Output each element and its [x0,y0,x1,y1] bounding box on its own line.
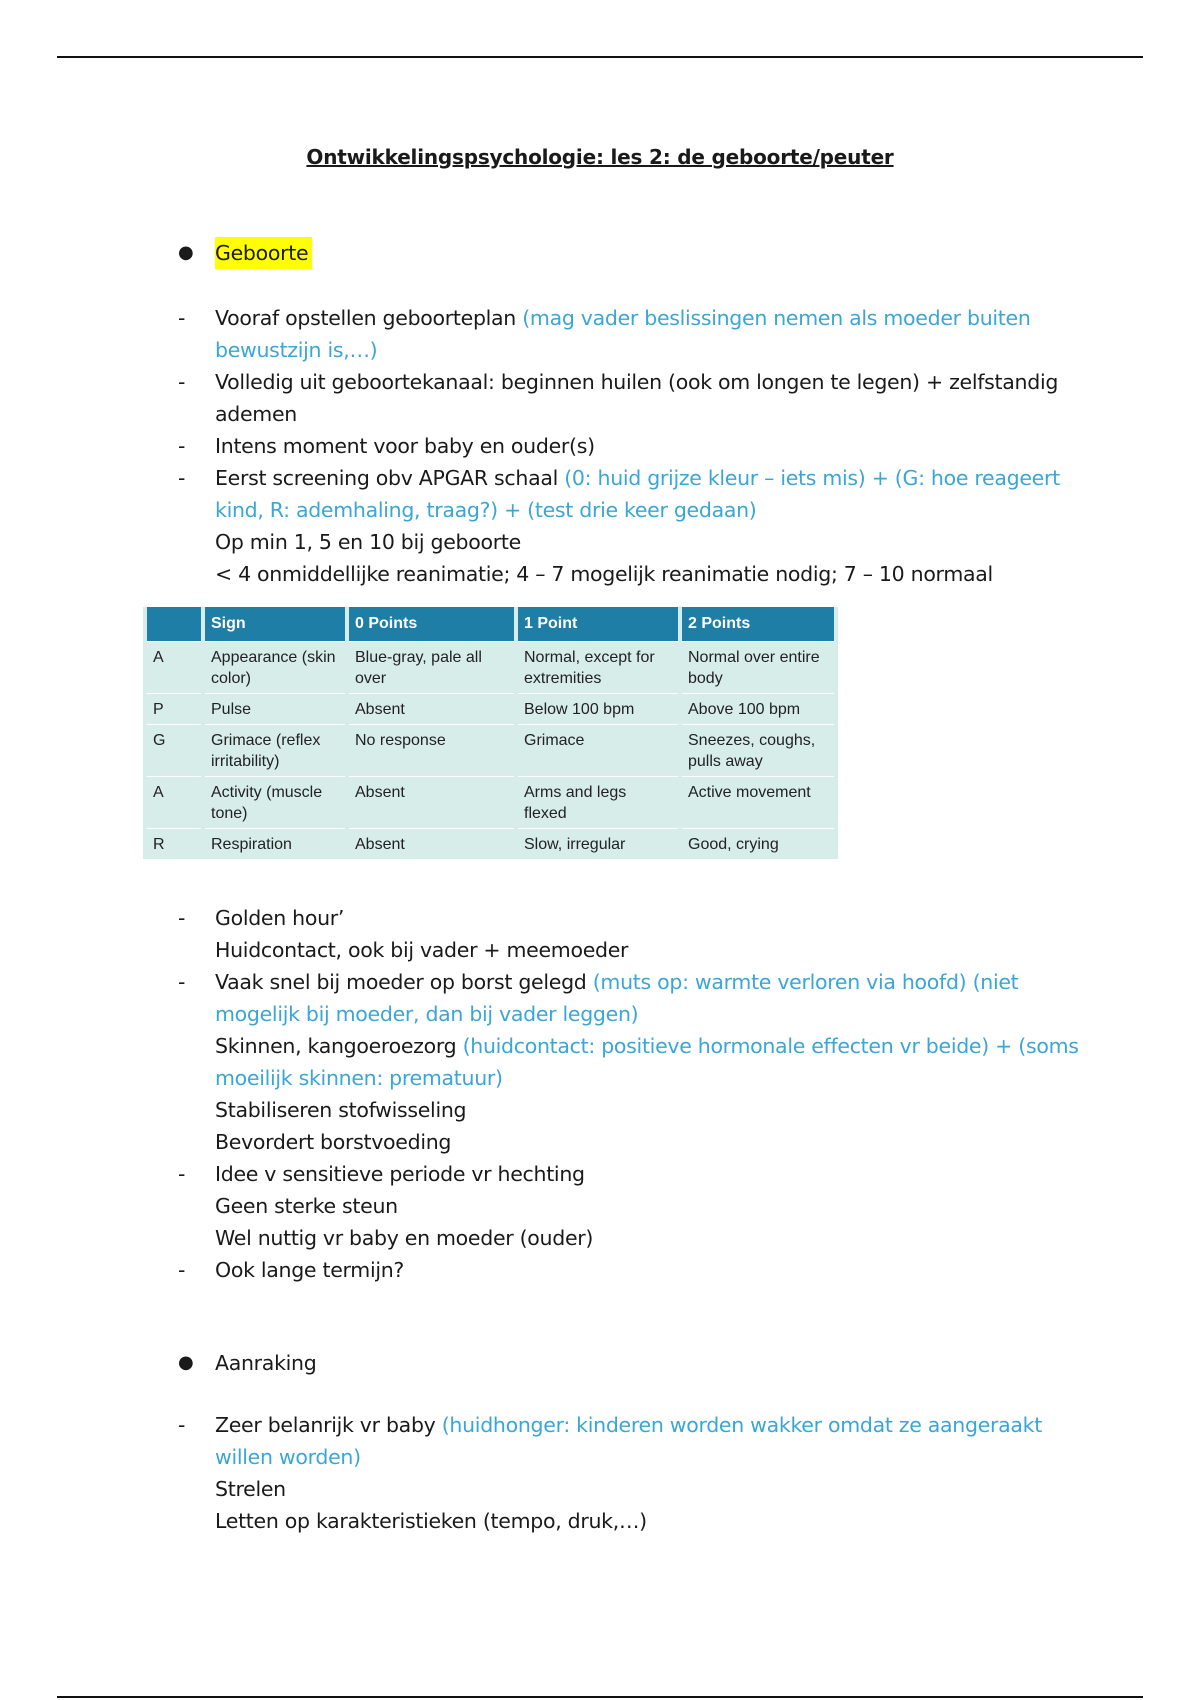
list-item-text [215,398,297,430]
dash-marker: - [178,370,186,394]
list-item [0,998,1200,1030]
table-cell: Absent [349,693,514,724]
list-item [0,334,1200,366]
dash-marker: - [178,1258,186,1282]
section-heading: Aanraking [215,1351,317,1375]
list-item-note: (muts op: warmte verloren via hoofd) (niet [592,970,1019,994]
list-item [0,1222,1200,1254]
list-item-note: willen worden) [215,1445,361,1469]
page-title: Ontwikkelingspsychologie: les 2: de geboorte/peuter [306,145,894,169]
list-item-text [215,1473,286,1505]
table-cell: Respiration [205,828,345,859]
list-item [0,1441,1200,1473]
list-item-main-text: Strelen [215,1477,286,1501]
list-item-main-text: Bevordert borstvoeding [215,1130,452,1154]
list-item-text [215,462,1060,494]
bullet-dot-icon: ● [178,242,194,263]
list-item [0,494,1200,526]
table-cell: Blue-gray, pale all over [349,641,514,693]
list-item-text [215,1222,593,1254]
list-item-main-text: Vooraf opstellen geboorteplan [215,306,523,330]
list-item-main-text: Zeer belanrijk vr baby [215,1413,442,1437]
dash-marker: - [178,1413,186,1437]
list-item-note: (huidcontact: positieve hormonale effecten vr beide) + (soms [462,1034,1079,1058]
list-item [0,1254,1200,1286]
header-cell [147,607,201,641]
list-item [0,1126,1200,1158]
table-cell: Good, crying [682,828,834,859]
list-item-main-text: < 4 onmiddellijke reanimatie; 4 – 7 mogelijk reanimatie nodig; 7 – 10 normaal [215,562,993,586]
list-item [0,1190,1200,1222]
list-item-text [215,1254,404,1286]
dash-marker: - [178,906,186,930]
list-item-note: kind, R: ademhaling, traag?) + (test drie keer gedaan) [215,498,757,522]
bottom-rule [57,1696,1143,1698]
table-cell: Normal over entire body [682,641,834,693]
list-item-text [215,998,638,1030]
list-item-main-text: Volledig uit geboortekanaal: beginnen huilen (ook om longen te legen) + zelfstandig [215,370,1059,394]
list-item [0,558,1200,590]
list-item [0,1409,1200,1441]
table-cell: Sneezes, coughs, pulls away [682,724,834,776]
header-cell: 0 Points [349,607,514,641]
table-row [147,776,834,828]
list-item-text [215,1126,451,1158]
table-cell: Grimace [518,724,678,776]
table-cell: Absent [349,776,514,828]
list-item-note: bewustzijn is,…) [215,338,378,362]
dash-marker: - [178,306,186,330]
section-aanraking-heading [0,1347,1200,1379]
table-cell: Below 100 bpm [518,693,678,724]
table-cell: R [147,828,201,859]
list-item-text [215,494,757,526]
section-geboorte-list [0,302,1200,590]
table-cell: A [147,776,201,828]
apgar-table [143,607,838,859]
list-item-text [215,430,595,462]
section-geboorte-heading [0,237,1200,269]
list-item [0,966,1200,998]
list-item-note: mogelijk bij moeder, dan bij vader leggen) [215,1002,639,1026]
table-cell: Grimace (reflex irritability) [205,724,345,776]
list-item-main-text: Geen sterke steun [215,1194,398,1218]
section-heading: Geboorte [215,237,312,269]
list-item [0,302,1200,334]
table-cell: Slow, irregular [518,828,678,859]
table-cell: P [147,693,201,724]
table-cell: A [147,641,201,693]
list-item [0,1473,1200,1505]
list-item-main-text: Golden hour’ [215,906,345,930]
table-cell: Appearance (skin color) [205,641,345,693]
list-item [0,1158,1200,1190]
table-cell: Active movement [682,776,834,828]
table-cell: Absent [349,828,514,859]
table-row [147,724,834,776]
list-item-text [215,334,377,366]
list-item-main-text: Wel nuttig vr baby en moeder (ouder) [215,1226,594,1250]
list-item-main-text: Intens moment voor baby en ouder(s) [215,434,595,458]
list-item [0,934,1200,966]
header-cell: 1 Point [518,607,678,641]
list-item-main-text: ademen [215,402,297,426]
list-item-main-text: Skinnen, kangoeroezorg [215,1034,463,1058]
list-item-main-text: Op min 1, 5 en 10 bij geboorte [215,530,521,554]
list-item [0,1505,1200,1537]
list-item [0,430,1200,462]
list-item-text [215,526,521,558]
table-cell: No response [349,724,514,776]
table-cell: G [147,724,201,776]
list-item [0,398,1200,430]
table-cell: Activity (muscle tone) [205,776,345,828]
list-item-text [215,902,344,934]
list-item-text [215,966,1018,998]
list-item-text [215,302,1031,334]
list-item [0,366,1200,398]
list-item-text [215,1190,398,1222]
list-item [0,1094,1200,1126]
list-item-main-text: Eerst screening obv APGAR schaal [215,466,565,490]
table-cell: Above 100 bpm [682,693,834,724]
list-item [0,526,1200,558]
list-item-main-text: Huidcontact, ook bij vader + meemoeder [215,938,629,962]
list-item-text [215,934,628,966]
table-cell: Pulse [205,693,345,724]
list-item-note: (0: huid grijze kleur – iets mis) + (G: hoe reageert [564,466,1060,490]
list-item [0,1030,1200,1062]
table-row [147,693,834,724]
list-item [0,902,1200,934]
list-item-note: (mag vader beslissingen nemen als moeder buiten [522,306,1031,330]
list-item [0,462,1200,494]
golden-hour-list [0,902,1200,1286]
table-row [147,641,834,693]
list-item-text [215,1505,647,1537]
dash-marker: - [178,466,186,490]
list-item-text [215,1062,503,1094]
list-item-text [215,1030,1079,1062]
table-cell: Arms and legs flexed [518,776,678,828]
dash-marker: - [178,434,186,458]
table-cell: Normal, except for extremities [518,641,678,693]
list-item [0,1062,1200,1094]
list-item-note: moeilijk skinnen: prematuur) [215,1066,503,1090]
list-item-text [215,1158,585,1190]
list-item-note: (huidhonger: kinderen worden wakker omdat ze aangeraakt [441,1413,1042,1437]
list-item-main-text: Stabiliseren stofwisseling [215,1098,467,1122]
header-cell: 2 Points [682,607,834,641]
list-item-text [215,1409,1042,1441]
bullet-dot-icon: ● [178,1352,194,1373]
dash-marker: - [178,1162,186,1186]
list-item-main-text: Vaak snel bij moeder op borst gelegd [215,970,593,994]
header-cell: Sign [205,607,345,641]
dash-marker: - [178,970,186,994]
list-item-text [215,1094,466,1126]
table-header-row [147,607,834,641]
list-item-text [215,1441,361,1473]
list-item-text [215,558,993,590]
list-item-main-text: Ook lange termijn? [215,1258,405,1282]
table-row [147,828,834,859]
list-item-main-text: Idee v sensitieve periode vr hechting [215,1162,585,1186]
list-item-main-text: Letten op karakteristieken (tempo, druk,…) [215,1509,647,1533]
top-rule [57,56,1143,58]
section-aanraking-list [0,1409,1200,1537]
list-item-text [215,366,1058,398]
